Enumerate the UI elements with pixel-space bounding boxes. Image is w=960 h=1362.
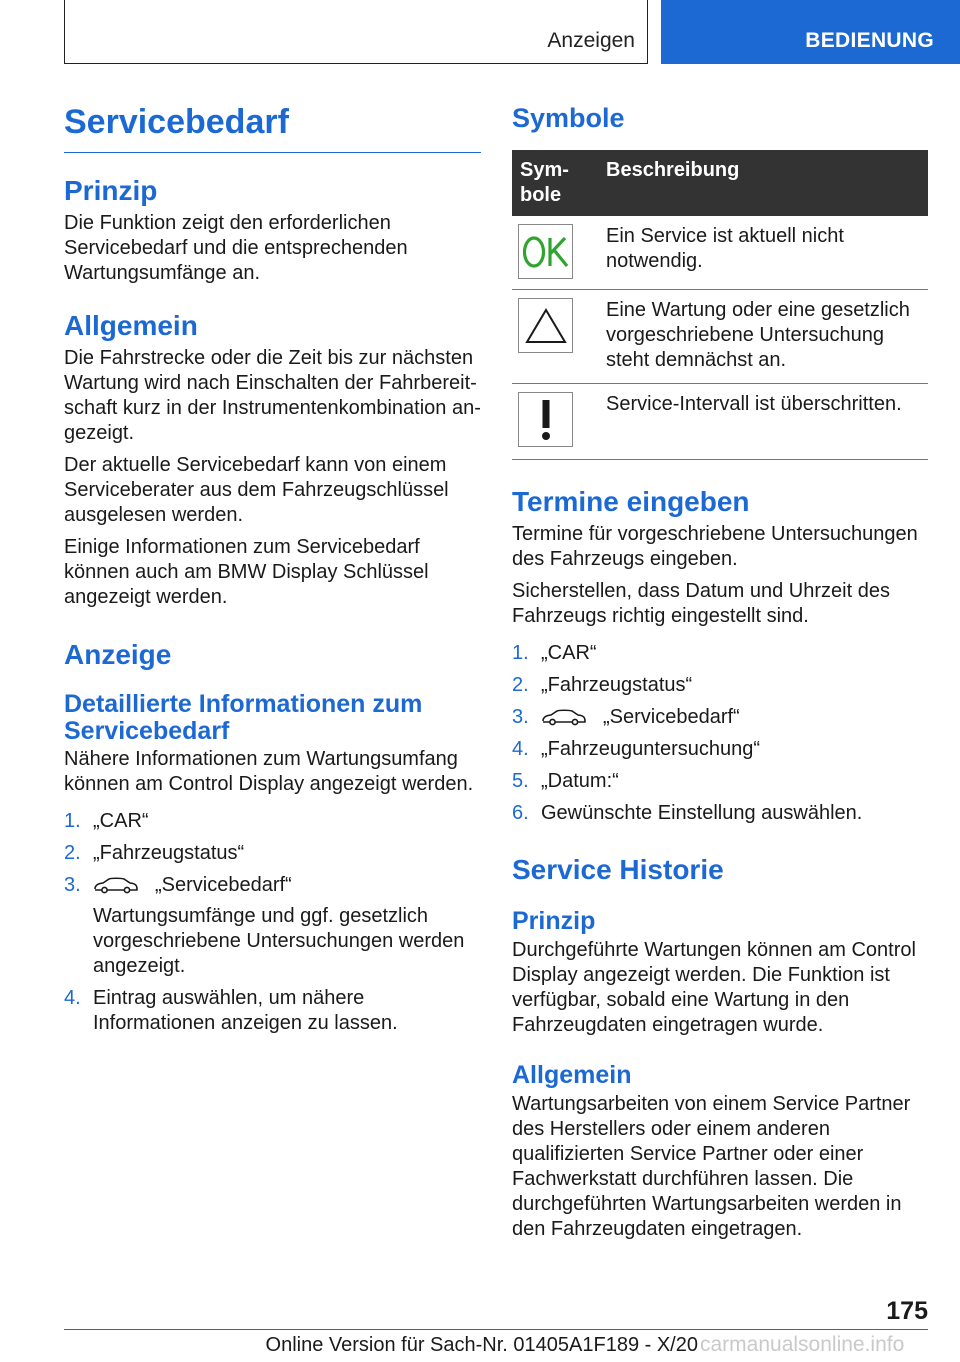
table-header-symbols: Symbole xyxy=(512,150,598,216)
detail-text: Nähere Informationen zum Wartungsumfang können am Control Display angezeigt werden. xyxy=(64,748,474,795)
header-section-label: Anzeigen xyxy=(547,29,635,52)
list-item: 3. „Servicebedarf“ xyxy=(512,706,740,728)
termine-paragraph-1: Termine für vorgeschriebene Untersuchungen des Fahrzeugs eingeben. xyxy=(512,523,918,570)
list-item: 1. „CAR“ xyxy=(512,642,597,664)
list-item: 4. Eintrag auswählen, um nähere Informationen anzeigen zu lassen. xyxy=(64,987,398,1034)
prinzip-text: Die Funktion zeigt den erforderlichen Servicebedarf und die entsprechenden Wartungsumfänge an. xyxy=(64,212,408,284)
table-header-description: Beschreibung xyxy=(598,150,928,216)
footer-divider xyxy=(64,1329,928,1330)
historie-allgemein-text: Wartungsarbeiten von einem Service Partner des Herstellers oder einem anderen qualifizierten Service Partner oder einer Fachwerkstatt durchführen lassen. Die durchgeführten Wartungsarbeiten werden in den Fahrzeugdaten eingetragen. xyxy=(512,1093,911,1240)
car-icon xyxy=(93,876,139,894)
historie-heading: Service Historie xyxy=(512,854,724,885)
footer-online-version: Online Version für Sach-Nr. 01405A1F189 - X/20 xyxy=(265,1334,698,1356)
symbole-heading: Symbole xyxy=(512,103,625,133)
description-cell: Eine Wartung oder eine gesetzlich vorgeschriebene Untersuchung steht demnächst an. xyxy=(598,290,928,384)
description-cell: Ein Service ist aktuell nicht notwendig. xyxy=(598,216,928,290)
table-row xyxy=(512,384,928,460)
list-item: 2. „Fahrzeugstatus“ xyxy=(512,674,693,696)
page-number: 175 xyxy=(886,1297,928,1325)
termine-paragraph-2: Sicherstellen, dass Datum und Uhrzeit des Fahrzeugs richtig eingestellt sind. xyxy=(512,580,890,627)
list-item: 6. Gewünschte Einstellung auswählen. xyxy=(512,802,863,824)
termine-heading: Termine eingeben xyxy=(512,486,750,517)
list-item: 3. „Servicebedarf“ Wartungsumfänge und ggf. gesetzlich vorgeschriebene Untersuchungen werden angezeigt. xyxy=(64,873,481,979)
left-steps-list xyxy=(64,809,481,1036)
allgemein-heading: Allgemein xyxy=(64,310,198,341)
allgemein-paragraph-2: Der aktuelle Servicebedarf kann von einem Serviceberater aus dem Fahrzeugschlüssel ausgelesen werden. xyxy=(64,454,449,526)
detail-heading: Detaillierte Informationen zum Servicebedarf xyxy=(64,690,423,745)
allgemein-paragraph-3: Einige Informationen zum Servicebedarf können auch am BMW Display Schlüssel angezeigt werden. xyxy=(64,536,429,608)
prinzip-heading: Prinzip xyxy=(64,175,158,206)
allgemein-paragraph-1: Die Fahrstrecke oder die Zeit bis zur nächsten Wartung wird nach Einschalten der Fahrbereitschaft kurz in der Instrumentenkombination angezeigt. xyxy=(64,347,481,444)
list-item: 1. „CAR“ xyxy=(64,810,149,832)
list-item: 5. „Datum:“ xyxy=(512,770,619,792)
header-section-tab xyxy=(64,0,648,64)
step-3-detail: Wartungsumfänge und ggf. gesetzlich vorgeschriebene Untersuchungen werden angezeigt. xyxy=(93,905,465,977)
page-title: Servicebedarf xyxy=(64,100,481,153)
description-cell: Service-Intervall ist überschritten. xyxy=(598,384,928,460)
table-row xyxy=(512,216,928,290)
table-row xyxy=(512,290,928,384)
anzeige-heading: Anzeige xyxy=(64,639,172,670)
right-steps-list xyxy=(512,641,928,826)
warning-triangle-icon xyxy=(518,298,573,353)
historie-allgemein-heading: Allgemein xyxy=(512,1061,632,1089)
symbol-table xyxy=(512,150,928,460)
left-column xyxy=(64,100,481,1036)
ok-icon xyxy=(518,224,573,279)
historie-prinzip-heading: Prinzip xyxy=(512,907,596,935)
right-column xyxy=(512,100,928,1242)
list-item: 2. „Fahrzeugstatus“ xyxy=(64,842,245,864)
list-item: 4. „Fahrzeuguntersuchung“ xyxy=(512,738,761,760)
table-header-row xyxy=(512,150,928,216)
exclamation-icon xyxy=(518,392,573,447)
historie-prinzip-text: Durchgeführte Wartungen können am Control Display angezeigt werden. Die Funktion ist verfügbar, sobald eine Wartung in den Fahrzeugdaten eingetragen wurde. xyxy=(512,939,916,1036)
header-chapter-label: BEDIENUNG xyxy=(805,29,934,52)
footer-watermark: carmanualsonline.info xyxy=(700,1333,905,1356)
car-icon xyxy=(541,708,587,726)
header-chapter-tab xyxy=(661,0,960,64)
